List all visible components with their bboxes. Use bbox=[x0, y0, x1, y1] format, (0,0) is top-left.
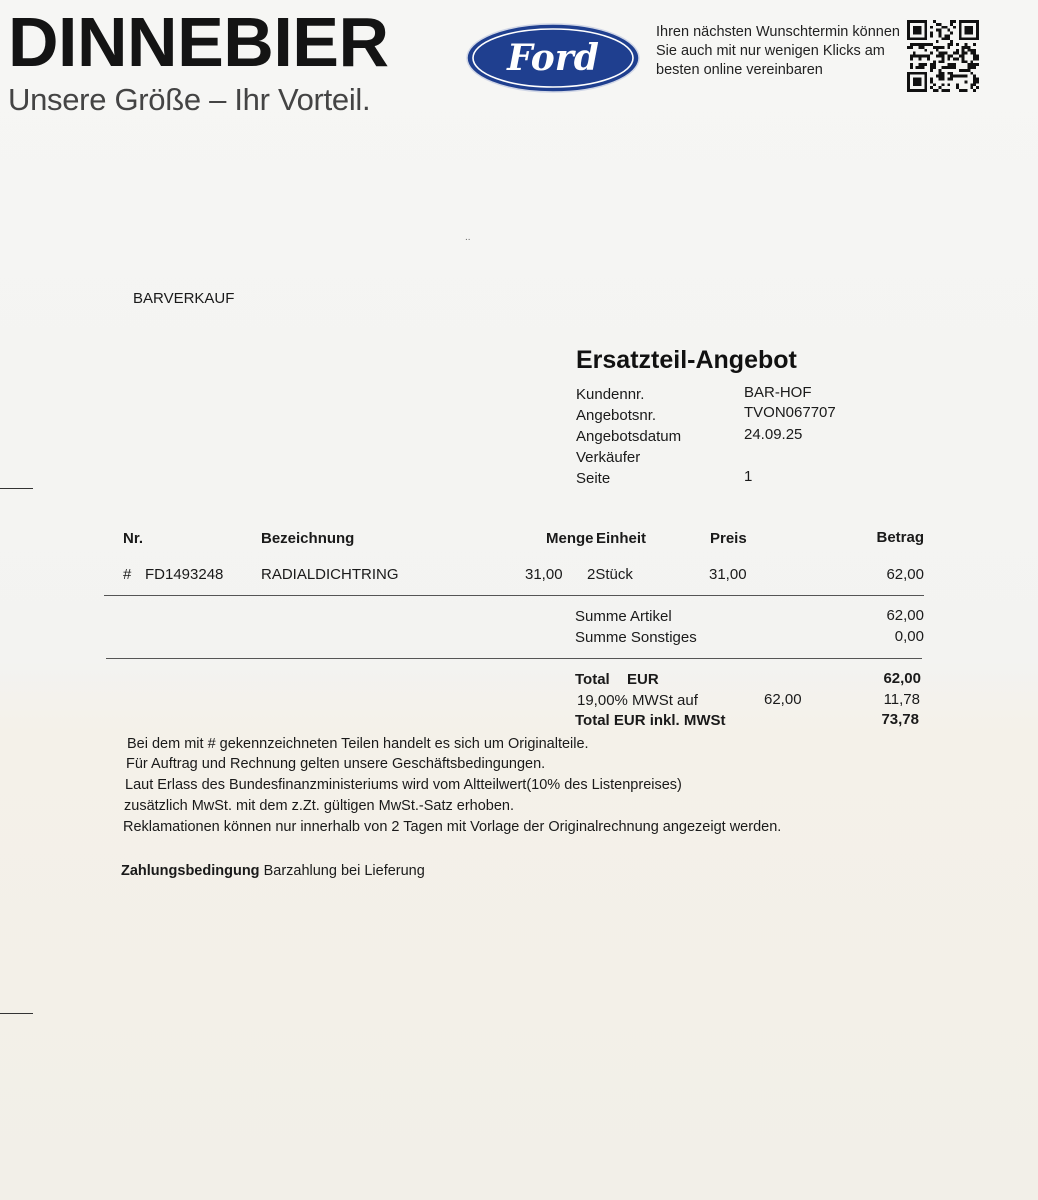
column-header-menge: Menge bbox=[546, 530, 594, 547]
note-line: Für Auftrag und Rechnung gelten unsere Geschäftsbedingungen. bbox=[126, 756, 546, 772]
cell-bezeichnung: RADIALDICHTRING bbox=[261, 566, 399, 583]
qr-code bbox=[907, 16, 979, 96]
cell-preis: 31,00 bbox=[709, 566, 747, 583]
cell-menge: 31,00 bbox=[525, 566, 563, 583]
column-header-preis: Preis bbox=[710, 530, 747, 547]
meta-value-seite: 1 bbox=[744, 468, 753, 485]
total-value: 62,00 bbox=[883, 670, 921, 687]
appointment-line: Sie auch mit nur wenigen Klicks am bbox=[656, 43, 885, 59]
cell-betrag: 62,00 bbox=[886, 566, 924, 583]
document-title: Ersatzteil-Angebot bbox=[576, 346, 797, 374]
summe-sonstiges-value: 0,00 bbox=[894, 628, 924, 645]
grand-total-label: Total EUR inkl. MWSt bbox=[575, 712, 726, 729]
mwst-base: 62,00 bbox=[764, 691, 802, 708]
column-header-einheit: Einheit bbox=[596, 530, 647, 547]
meta-label-kundennr: Kundennr. bbox=[576, 386, 645, 403]
brand-name: DINNEBIER bbox=[8, 3, 389, 81]
note-line: zusätzlich MwSt. mit dem z.Zt. gültigen MwSt.-Satz erhoben. bbox=[124, 798, 515, 814]
payment-terms-value: Barzahlung bei Lieferung bbox=[263, 863, 425, 879]
total-currency: EUR bbox=[627, 671, 659, 688]
meta-label-angebotsdatum: Angebotsdatum bbox=[576, 428, 682, 445]
total-label: Total bbox=[575, 671, 610, 688]
meta-label-angebotsnr: Angebotsnr. bbox=[576, 407, 657, 424]
meta-label-verkaeufer: Verkäufer bbox=[576, 449, 641, 466]
summe-artikel-value: 62,00 bbox=[886, 607, 924, 624]
meta-value-kundennr: BAR-HOF bbox=[744, 384, 812, 401]
grand-total-value: 73,78 bbox=[881, 711, 919, 728]
summe-artikel-label: Summe Artikel bbox=[575, 608, 672, 625]
appointment-note bbox=[656, 23, 900, 80]
divider bbox=[104, 595, 924, 596]
note-line: Reklamationen können nur innerhalb von 2 Tagen mit Vorlage der Originalrechnung angezeigt werden. bbox=[123, 819, 782, 835]
payment-terms bbox=[121, 861, 425, 881]
meta-label-seite: Seite bbox=[576, 470, 611, 487]
mwst-value: 11,78 bbox=[883, 691, 920, 708]
column-header-betrag: Betrag bbox=[876, 529, 924, 546]
recipient: BARVERKAUF bbox=[133, 290, 235, 307]
column-header-nr: Nr. bbox=[123, 530, 144, 547]
ford-logo-text: Ford bbox=[507, 37, 599, 79]
column-header-bezeichnung: Bezeichnung bbox=[261, 530, 355, 547]
payment-terms-label: Zahlungsbedingung bbox=[121, 863, 260, 879]
summe-sonstiges-label: Summe Sonstiges bbox=[575, 629, 697, 646]
fold-mark bbox=[0, 1013, 33, 1014]
meta-value-angebotsdatum: 24.09.25 bbox=[744, 426, 803, 443]
meta-value-angebotsnr: TVON067707 bbox=[744, 404, 836, 421]
appointment-line: besten online vereinbaren bbox=[656, 62, 823, 78]
mwst-label: 19,00% MWSt auf bbox=[577, 692, 698, 709]
appointment-line: Ihren nächsten Wunschtermin können bbox=[656, 24, 900, 40]
note-line: Bei dem mit # gekennzeichneten Teilen handelt es sich um Originalteile. bbox=[127, 736, 589, 752]
divider bbox=[106, 658, 922, 659]
cell-einheit: 2Stück bbox=[587, 566, 633, 583]
note-line: Laut Erlass des Bundesfinanzministeriums wird vom Altteilwert(10% des Listenpreises) bbox=[125, 777, 682, 793]
cell-nr: FD1493248 bbox=[145, 566, 224, 583]
fold-mark bbox=[0, 488, 33, 489]
brand-slogan: Unsere Größe – Ihr Vorteil. bbox=[8, 82, 371, 117]
original-part-marker: # bbox=[123, 566, 132, 583]
scan-mark: .. bbox=[465, 232, 471, 243]
ford-logo bbox=[465, 22, 641, 94]
